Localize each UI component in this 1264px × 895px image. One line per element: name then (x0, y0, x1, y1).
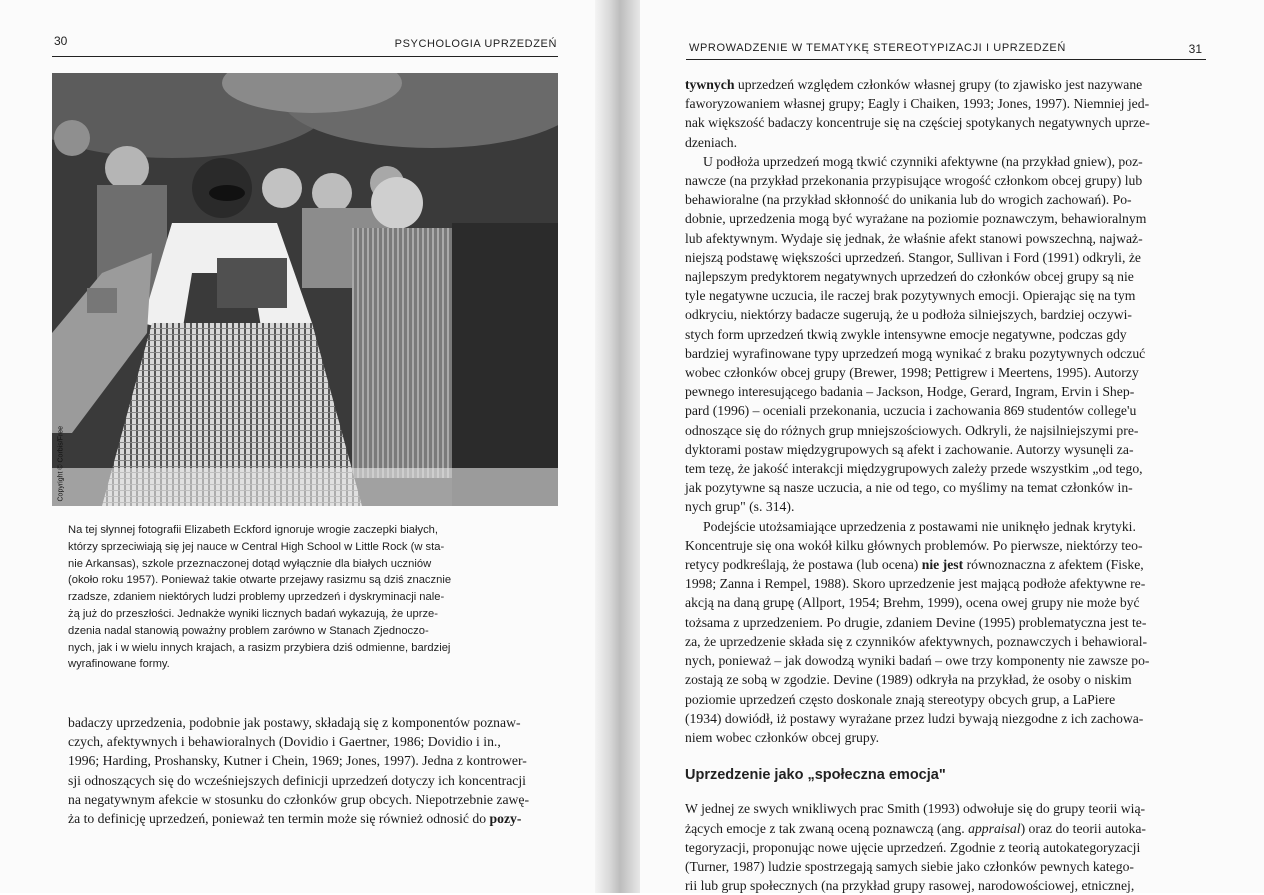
text-line: dzeniach. (685, 134, 738, 150)
caption-line: (około roku 1957). Ponieważ takie otwarte przejawy rasizmu są dziś znacznie (68, 574, 452, 587)
text-fragment: uprzedzeń względem członków własnej grupy (to zjawisko jest nazywane (734, 77, 1143, 92)
text-line: badaczy uprzedzenia, podobnie jak postawy, składają się z komponentów poznaw- (68, 715, 521, 730)
running-head-right: WPROWADZENIE W TEMATYKĘ STEREOTYPIZACJI I UPRZEDZEŃ (689, 42, 1066, 54)
text-line: stych form uprzedzeń tkwią zwykle intensywne emocje negatywne, podczas gdy (685, 326, 1127, 342)
caption-line: rzadsze, zdaniem niektórych ludzi problemy uprzedzeń i dyskryminacji nale- (68, 591, 445, 604)
caption-line: Na tej słynnej fotografii Elizabeth Eckford ignoruje wrogie zaczepki białych, (68, 524, 438, 536)
caption-line: nych, jak i w wielu innych krajach, a rasizm przybiera dziś odmienne, bardziej (68, 641, 451, 654)
text-line: nych grup" (s. 314). (685, 499, 795, 515)
left-page (0, 0, 600, 893)
text-line: W jednej ze swych wnikliwych prac Smith (1993) odwołuje się do grupy teorii wią- (685, 801, 1146, 817)
photo-illustration (52, 73, 558, 506)
text-line: poziomie uprzedzeń często doskonale znają stereotypy obcych grup, a LaPiere (685, 691, 1116, 707)
text-line: 1998; Zanna i Rempel, 1988). Skoro uprzedzenie jest mającą podłoże afektywne re- (685, 576, 1146, 592)
text-fragment: równoznaczna z afektem (Fiske, (963, 557, 1144, 573)
text-line: dyktorami postaw międzygrupowych są afekt i zachowanie. Autorzy wysunęli za- (685, 441, 1134, 457)
bold-term: tywnych (685, 77, 735, 92)
running-head-left: PSYCHOLOGIA UPRZEDZEŃ (394, 38, 557, 50)
body-text-right (685, 75, 1185, 895)
text-line: czych, afektywnych i behawioralnych (Dovidio i Gaertner, 1986; Dovidio i in., (68, 734, 501, 750)
text-fragment: retycy podkreślają, że postawa (lub ocena) (685, 557, 922, 573)
text-line: najlepszym predyktorem negatywnych uprzedzeń do członków obcej grupy są nie (685, 269, 1134, 285)
page-number-left: 30 (54, 34, 68, 48)
text-line: Koncentruje się ona wokół kilku głównych problemów. Po pierwsze, niektórzy teo- (685, 537, 1143, 553)
text-line: nawcze (na przykład przekonania przypisujące wrogość członkom obcej grupy) lub (685, 173, 1143, 189)
text-line: sji odnoszących się do wcześniejszych definicji uprzedzeń dotyczy ich koncentracji (68, 772, 526, 788)
text-line: tegoryzacji, proponując nowe ujęcie uprzedzeń. Zgodnie z teorią autokategoryzacji (685, 839, 1141, 855)
text-line: odkryciu, niektórzy badacze sugerują, że u podłoża silniejszych, bardziej oczywi- (685, 307, 1132, 323)
text-line (68, 809, 548, 828)
text-line: (Turner, 1987) ludzie spostrzegają samych siebie jako członków pewnych katego- (685, 858, 1134, 874)
text-fragment: ża to definicję uprzedzeń, ponieważ ten termin może się również odnosić do (68, 811, 487, 827)
body-text-left (68, 713, 548, 828)
text-line: nych, ponieważ – jak dowodzą wyniki badań – owe trzy komponenty nie zawsze po- (685, 653, 1150, 669)
text-line: 1996; Harding, Proshansky, Kutner i Chein, 1969; Jones, 1997). Jedna z kontrower- (68, 753, 527, 769)
text-line: tyle negatywne uczucia, ile raczej brak pozytywnych emocji. Opierając się na tym (685, 288, 1136, 304)
italic-term: appraisal (968, 820, 1021, 836)
text-line: zostają ze sobą w zgodzie. Devine (1989) odkryła na przykład, że osoby o niskim (685, 672, 1132, 688)
header-rule-right (686, 59, 1206, 60)
text-line: na negatywnym afekcie w stosunku do członków grup obcych. Niepotrzebnie zawę- (68, 791, 530, 807)
text-line (685, 75, 1185, 94)
text-line: dobnie, uprzedzenia mogą być wyrażane na poziomie poznawczym, behawioralnym (685, 211, 1147, 227)
text-line (685, 819, 1185, 838)
photo-credit: Copyright © Corbis/Free (57, 425, 65, 502)
text-line: Podejście utożsamiające uprzedzenia z postawami nie uniknęło jednak krytyki. (703, 518, 1136, 534)
text-line: pard (1996) – oceniali przekonania, uczucia i zachowania 869 studentów college'u (685, 403, 1137, 419)
text-line: wobec członków obcej grupy (Brewer, 1998; Pettigrew i Meertens, 1995). Autorzy (685, 365, 1139, 381)
text-line: akcją na daną grupę (Allport, 1954; Brehm, 1999), ocena owej grupy nie może być (685, 595, 1140, 611)
caption-line: którzy sprzeciwiają się jej nauce w Central High School w Little Rock (w sta- (68, 540, 445, 553)
text-line: lub afektywnym. Wydaje się jednak, że właśnie afekt stanowi powszechną, najważ- (685, 230, 1143, 246)
text-fragment: ) oraz do teorii autoka- (1020, 820, 1146, 836)
text-line: tożsama z uprzedzeniem. Po drugie, zdaniem Devine (1995) problematyczna jest te- (685, 614, 1147, 630)
text-fragment: żących emocje z tak zwaną oceną poznawczą (ang. (685, 820, 969, 836)
header-rule-left (52, 56, 558, 57)
text-line: faworyzowaniem własnej grupy; Eagly i Chaiken, 1993; Jones, 1997). Niemniej jed- (685, 96, 1150, 112)
section-heading: Uprzedzenie jako „społeczna emocja" (685, 767, 946, 784)
caption-line: nie Arkansas), szkole przeznaczonej dotąd wyłącznie dla białych uczniów (68, 557, 432, 570)
text-line: niem wobec członków obcej grupy. (685, 729, 880, 745)
text-line (685, 555, 1185, 574)
bold-term: pozy- (489, 811, 522, 827)
text-line: (1934) dowiódł, iż postawy wyrażane przez ludzi bywają niezgodne z ich zachowa- (685, 710, 1144, 726)
text-line: behawioralne (na przykład skłonność do unikania lub do wrogich zachowań). Po- (685, 192, 1132, 208)
text-line: pewnego interesującego badania – Jackson, Hodge, Gerard, Ingram, Ervin i Shep- (685, 384, 1135, 400)
page-number-right: 31 (1188, 42, 1202, 56)
photo-caption (68, 522, 488, 673)
text-line: bardziej wyrafinowane typy uprzedzeń mogą wynikać z braku pozytywnych odczuć (685, 345, 1146, 361)
text-line: rii lub grup społecznych (na przykład grupy rasowej, narodowościowej, etnicznej, (685, 878, 1135, 894)
caption-line: dzenia nadal stanowią poważny problem zarówno w Stanach Zjednoczo- (68, 624, 429, 637)
text-line: odnoszące się do różnych grup mniejszościowych. Odkryli, że najsilniejszymi pre- (685, 422, 1139, 438)
text-line: tem tezę, że jakość interakcji międzygrupowych zależy przede wszystkim „od tego, (685, 461, 1143, 477)
caption-line: żą już do przeszłości. Jednakże wyniki licznych badań wykazują, że uprze- (68, 607, 438, 620)
text-line: za, że uprzedzenie składa się z czynników afektywnych, poznawczych i behawioral- (685, 633, 1148, 649)
bold-term: nie jest (921, 557, 964, 573)
book-gutter (595, 0, 645, 893)
caption-line: wyrafinowane formy. (68, 658, 170, 671)
text-line: jak pozytywne są nasze uczucia, a nie od tego, co myślimy na temat członków in- (685, 480, 1133, 496)
text-line: nak większość badaczy koncentruje się na częściej spotykanych negatywnych uprze- (685, 115, 1150, 131)
historical-photo (52, 73, 558, 506)
text-line: niejszą podstawę większości uprzedzeń. Stangor, Sullivan i Ford (1991) odkryli, że (685, 249, 1141, 265)
text-line: U podłoża uprzedzeń mogą tkwić czynniki afektywne (na przykład gniew), poz- (703, 153, 1143, 169)
